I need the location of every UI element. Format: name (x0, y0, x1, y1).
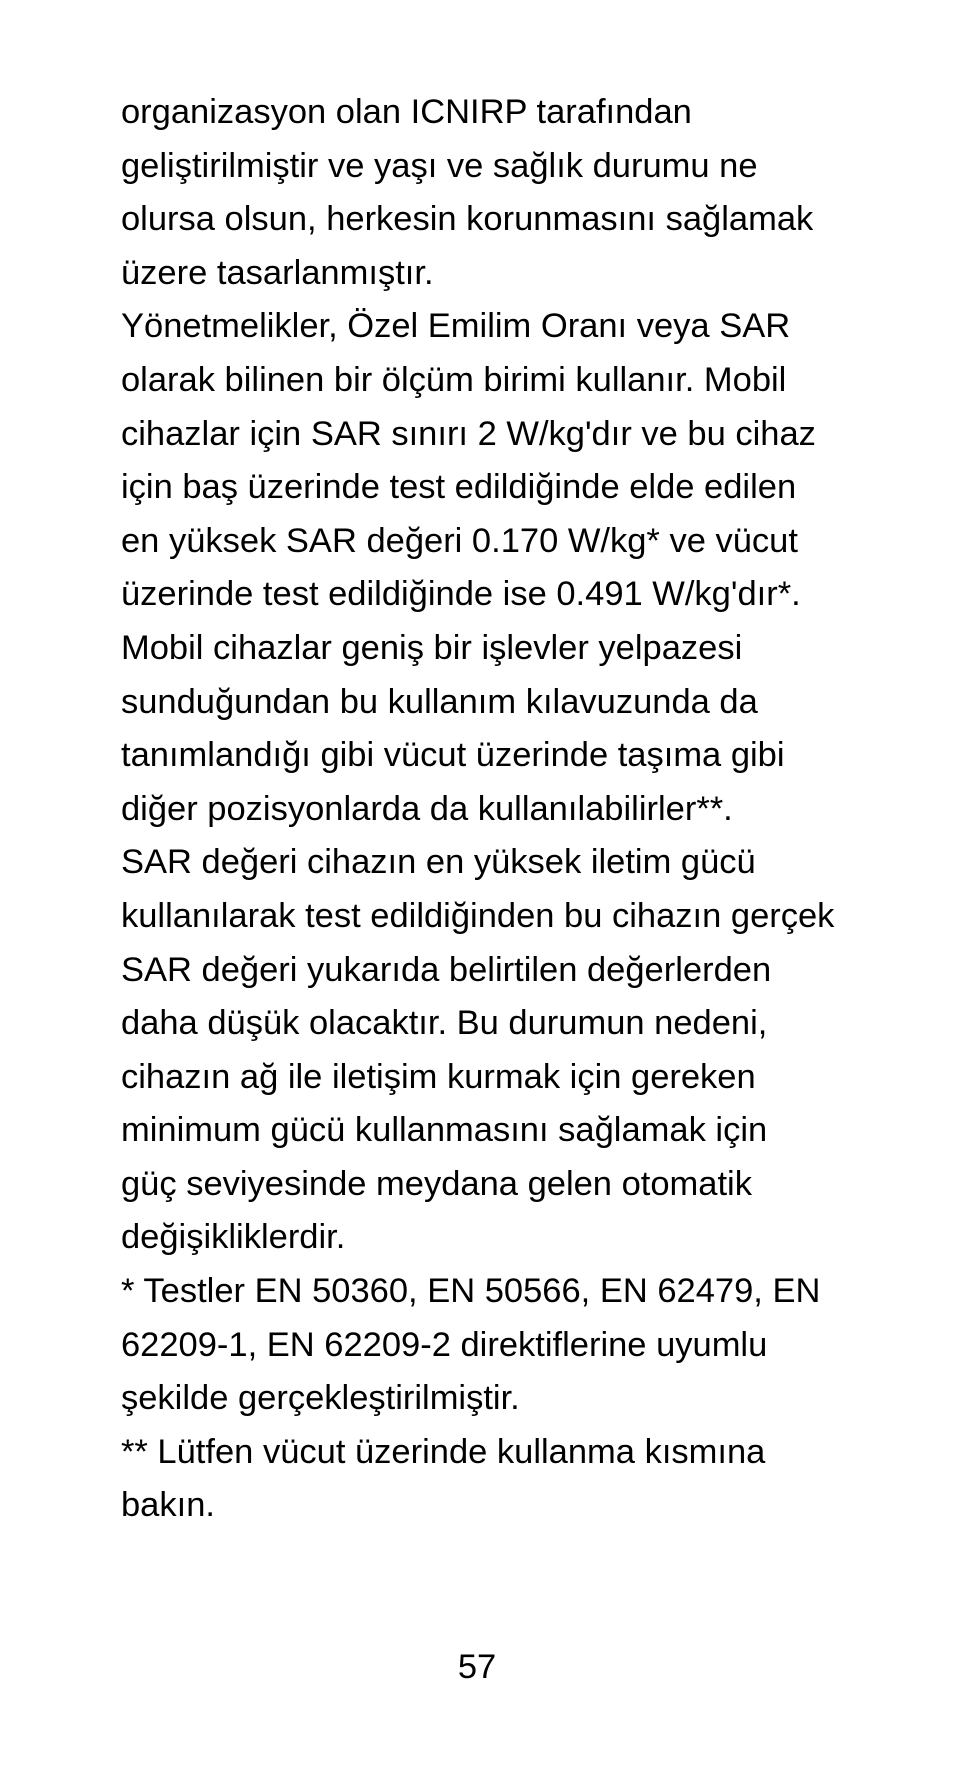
text-line: değişikliklerdir. (121, 1218, 346, 1257)
text-line: en yüksek SAR değeri 0.170 W/kg* ve vücut (121, 521, 798, 560)
text-line: Mobil cihazlar geniş bir işlevler yelpazesi (121, 628, 743, 667)
text-line: * Testler EN 50360, EN 50566, EN 62479, EN (121, 1272, 821, 1311)
text-line: SAR değeri cihazın en yüksek iletim gücü (121, 843, 756, 882)
text-line: Yönetmelikler, Özel Emilim Oranı veya SAR (121, 307, 791, 346)
text-line: minimum gücü kullanmasını sağlamak için (121, 1111, 768, 1150)
text-line: olursa olsun, herkesin korunmasını sağlamak (121, 200, 814, 239)
text-line: için baş üzerinde test edildiğinde elde edilen (121, 468, 797, 507)
text-line: üzere tasarlanmıştır. (121, 253, 434, 292)
text-line: geliştirilmiştir ve yaşı ve sağlık durumu ne (121, 146, 758, 185)
text-line: diğer pozisyonlarda da kullanılabilirler**. (121, 789, 733, 828)
text-line: daha düşük olacaktır. Bu durumun nedeni, (121, 1004, 768, 1043)
text-line: ** Lütfen vücut üzerinde kullanma kısmına (121, 1432, 766, 1471)
text-line: tanımlandığı gibi vücut üzerinde taşıma gibi (121, 736, 785, 775)
body-text (121, 86, 861, 1533)
text-line: sunduğundan bu kullanım kılavuzunda da (121, 682, 758, 721)
text-line: bakın. (121, 1486, 215, 1525)
text-line: şekilde gerçekleştirilmiştir. (121, 1379, 520, 1418)
text-line: 62209-1, EN 62209-2 direktiflerine uyumlu (121, 1325, 768, 1364)
text-line: güç seviyesinde meydana gelen otomatik (121, 1164, 752, 1203)
text-line: SAR değeri yukarıda belirtilen değerlerden (121, 950, 772, 989)
text-line: cihazlar için SAR sınırı 2 W/kg'dır ve bu cihaz (121, 414, 816, 453)
page-number: 57 (457, 1648, 497, 1686)
text-line: üzerinde test edildiğinde ise 0.491 W/kg'dır*. (121, 575, 801, 614)
text-line: olarak bilinen bir ölçüm birimi kullanır. Mobil (121, 360, 787, 399)
text-line: cihazın ağ ile iletişim kurmak için gereken (121, 1057, 756, 1096)
text-line: kullanılarak test edildiğinden bu cihazın gerçek (121, 896, 835, 935)
text-line: organizasyon olan ICNIRP tarafından (121, 93, 692, 131)
